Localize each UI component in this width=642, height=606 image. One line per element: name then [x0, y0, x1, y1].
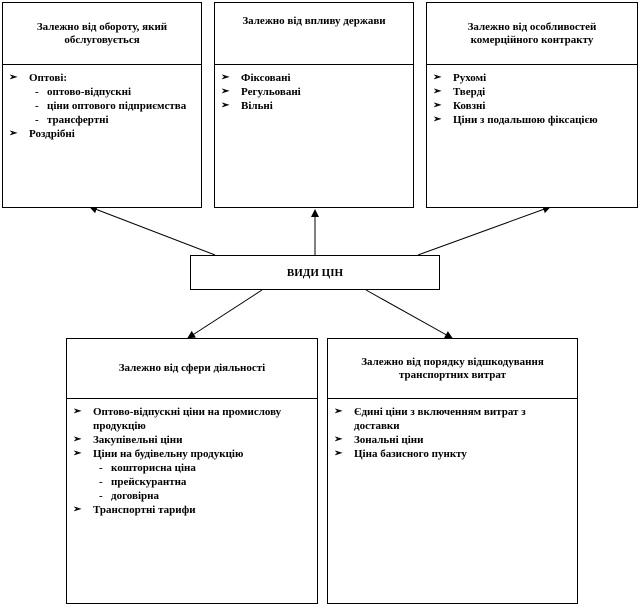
sub-list-item-label: трансфертні: [47, 114, 109, 126]
list-item: [73, 503, 311, 517]
sub-list-item: [99, 475, 311, 489]
list-item-label: Зональні ціни: [354, 434, 424, 446]
arrow-bullet-icon: ➢: [73, 448, 82, 459]
list-item-label: Роздрібні: [29, 128, 75, 140]
list-item-label: Фіксовані: [241, 72, 291, 84]
list-item-label: Ковзні: [453, 100, 486, 112]
list-item: [221, 85, 407, 99]
list-contract: [433, 71, 631, 127]
arrow-bullet-icon: ➢: [221, 86, 230, 97]
list-item: [9, 71, 195, 127]
dash-marker: -: [99, 462, 103, 474]
box-turnover-title: Залежно від обороту, який обслуговується: [3, 3, 201, 65]
arrow-bullet-icon: ➢: [9, 72, 18, 83]
list-item: [221, 71, 407, 85]
list-item: [221, 99, 407, 113]
box-contract-body: [427, 65, 637, 127]
list-item: [334, 433, 571, 447]
list-item: [73, 405, 311, 433]
list-item: [433, 85, 631, 99]
arrow-bullet-icon: ➢: [73, 504, 82, 515]
sub-list-item-label: кошторисна ціна: [111, 462, 196, 474]
list-item-label: Регульовані: [241, 86, 301, 98]
list-item-label: Тверді: [453, 86, 486, 98]
arrow-bullet-icon: ➢: [433, 100, 442, 111]
box-state-title: Залежно від впливу держави: [215, 3, 413, 65]
list-item-label: Вільні: [241, 100, 273, 112]
box-turnover: [2, 2, 202, 208]
list-item: [433, 113, 631, 127]
sub-list-item: [35, 99, 195, 113]
box-turnover-body: [3, 65, 201, 141]
sub-list-item: [99, 461, 311, 475]
list-item-label: Транспортні тарифи: [93, 504, 196, 516]
center-box: [190, 255, 440, 290]
sub-list-item-label: оптово-відпускні: [47, 86, 132, 98]
sub-list-item-label: ціни оптового підприємства: [47, 100, 187, 112]
list-item: [334, 447, 571, 461]
box-sphere-title: Залежно від сфери діяльності: [67, 339, 317, 399]
sub-list-item-label: прейскурантна: [111, 476, 187, 488]
box-transport-title: Залежно від порядку відшкодування транспортних витрат: [328, 339, 577, 399]
list-turnover: [9, 71, 195, 141]
list-item-label: Оптові:: [29, 72, 68, 84]
box-sphere-body: [67, 399, 317, 517]
dash-marker: -: [35, 114, 39, 126]
arrow-bullet-icon: ➢: [9, 128, 18, 139]
arrow-bullet-icon: ➢: [433, 72, 442, 83]
list-sphere: [73, 405, 311, 517]
list-item-label: Закупівельні ціни: [93, 434, 183, 446]
box-contract: [426, 2, 638, 208]
list-item-label: Оптово-відпускні ціни на промислову продукцію: [93, 406, 282, 432]
list-item-label: Ціни на будівельну продукцію: [93, 448, 244, 460]
box-transport: [327, 338, 578, 604]
list-item-label: Ціна базисного пункту: [354, 448, 467, 460]
list-item-label: Рухомі: [453, 72, 487, 84]
box-state: [214, 2, 414, 208]
list-state: [221, 71, 407, 113]
box-sphere: [66, 338, 318, 604]
list-item: [433, 71, 631, 85]
sub-list: [93, 461, 311, 503]
list-item-label: Ціни з подальшою фіксацією: [453, 114, 598, 126]
list-item-label: Єдині ціни з включенням витрат з доставки: [354, 406, 526, 432]
center-label: ВИДИ ЦІН: [286, 266, 344, 279]
sub-list-item: [35, 85, 195, 99]
box-transport-body: [328, 399, 577, 461]
dash-marker: -: [99, 490, 103, 502]
sub-list-item-label: договірна: [111, 490, 159, 502]
list-item: [433, 99, 631, 113]
sub-list-item: [35, 113, 195, 127]
arrow-bullet-icon: ➢: [433, 114, 442, 125]
arrow-to-contract-box: [418, 207, 550, 255]
arrow-to-sphere-box: [188, 290, 262, 338]
dash-marker: -: [99, 476, 103, 488]
sub-list-item: [99, 489, 311, 503]
arrow-bullet-icon: ➢: [433, 86, 442, 97]
dash-marker: -: [35, 86, 39, 98]
box-contract-title: Залежно від особливостей комерційного контракту: [427, 3, 637, 65]
arrow-bullet-icon: ➢: [334, 448, 343, 459]
sub-list: [29, 85, 195, 127]
arrow-to-turnover-box: [90, 207, 215, 255]
arrow-bullet-icon: ➢: [73, 434, 82, 445]
arrow-bullet-icon: ➢: [334, 406, 343, 417]
list-item: [73, 447, 311, 503]
arrow-bullet-icon: ➢: [221, 72, 230, 83]
arrow-bullet-icon: ➢: [221, 100, 230, 111]
arrow-bullet-icon: ➢: [334, 434, 343, 445]
arrow-to-transport-box: [366, 290, 452, 338]
list-item: [9, 127, 195, 141]
arrow-bullet-icon: ➢: [73, 406, 82, 417]
list-transport: [334, 405, 571, 461]
list-item: [334, 405, 571, 433]
list-item: [73, 433, 311, 447]
box-state-body: [215, 65, 413, 113]
dash-marker: -: [35, 100, 39, 112]
